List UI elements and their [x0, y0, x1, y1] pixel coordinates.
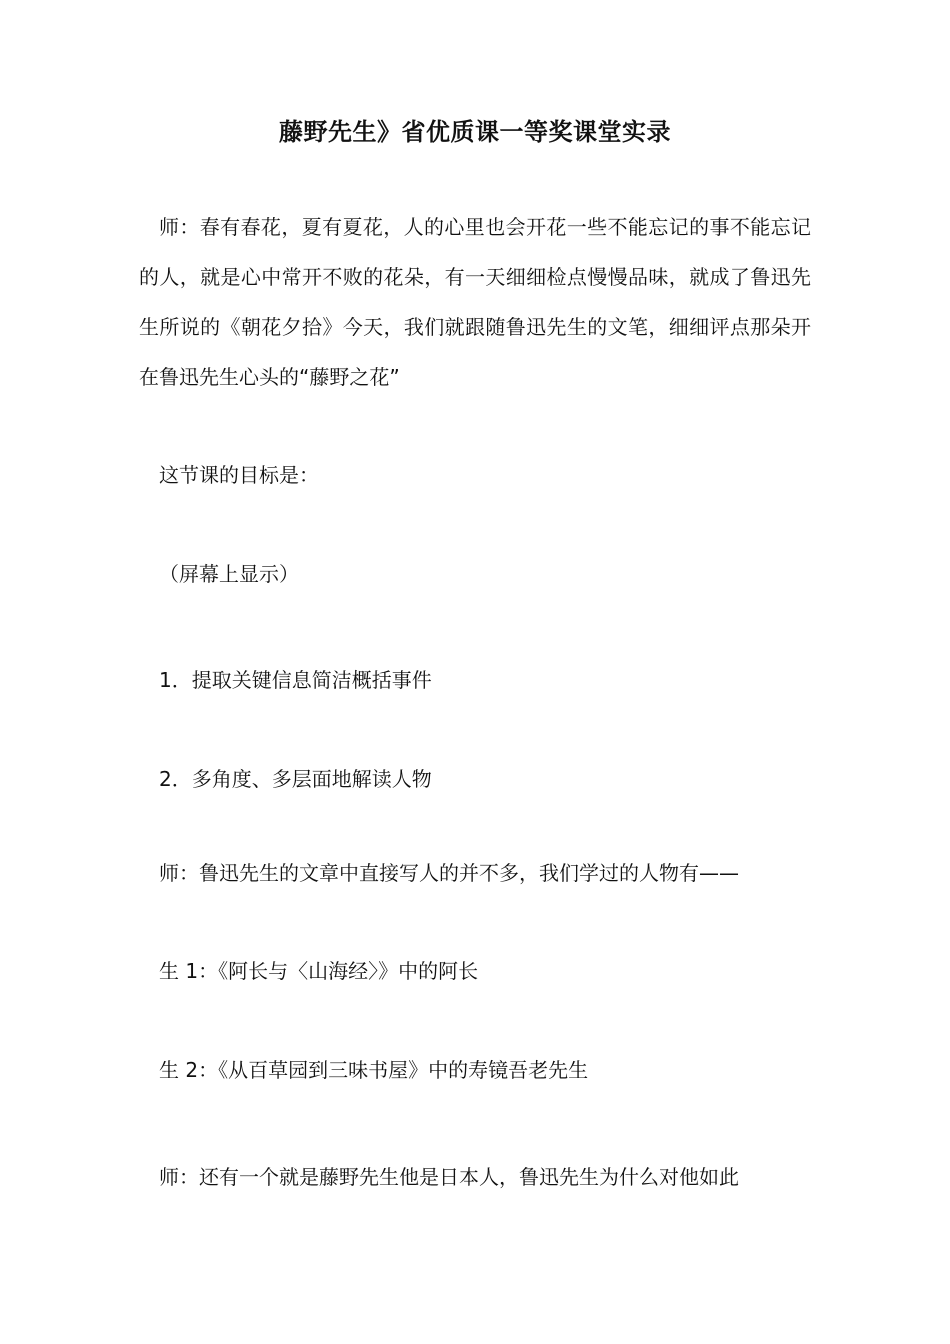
paragraph-intro: 师：春有春花，夏有夏花，人的心里也会开花一些不能忘记的事不能忘记的人，就是心中常开不败的花朵，有一天细细检点慢慢品味，就成了鲁迅先生所说的《朝花夕拾》今天，我们就跟随鲁迅先生的文笔，细细评点那朵开在鲁迅先生心头的“藤野之花” — [139, 215, 811, 389]
paragraph-goal-heading: 这节课的目标是： — [159, 463, 319, 487]
paragraph-student-1: 生 1：《阿长与〈山海经〉》中的阿长 — [159, 959, 479, 983]
document-title: 藤野先生》省优质课一等奖课堂实录 — [279, 118, 671, 146]
paragraph-screen-note: （屏幕上显示） — [159, 562, 299, 586]
paragraph-goal-1: 1．提取关键信息简洁概括事件 — [159, 668, 432, 692]
paragraph-student-2: 生 2：《从百草园到三味书屋》中的寿镜吾老先生 — [159, 1058, 589, 1082]
paragraph-goal-2: 2．多角度、多层面地解读人物 — [159, 767, 432, 791]
paragraph-teacher-followup: 师：还有一个就是藤野先生他是日本人，鲁迅先生为什么对他如此 — [159, 1165, 739, 1189]
paragraph-teacher-question: 师：鲁迅先生的文章中直接写人的并不多，我们学过的人物有—— — [159, 861, 739, 885]
